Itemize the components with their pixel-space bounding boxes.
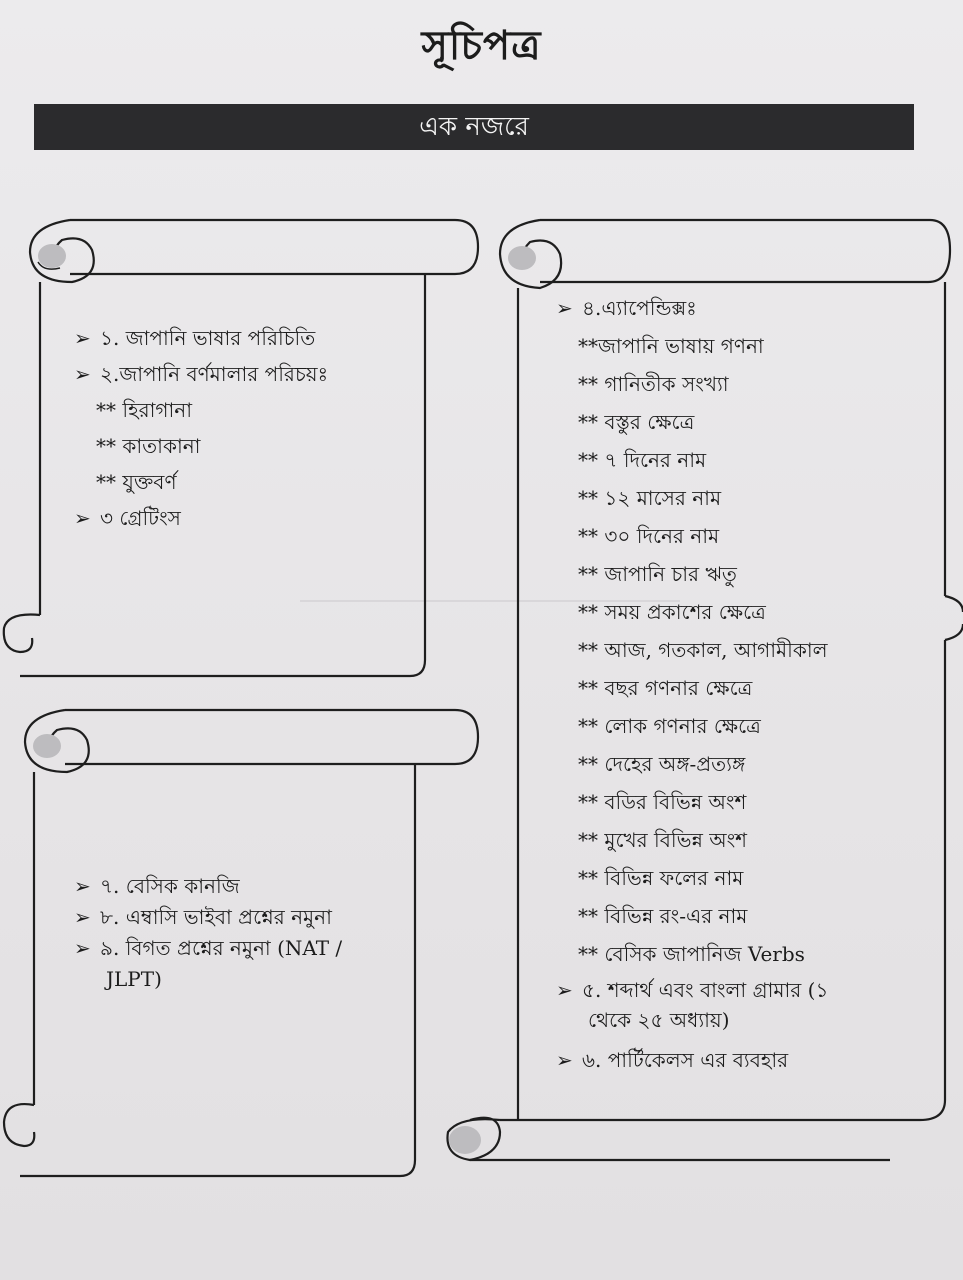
arrow-bullet-icon: ➢ bbox=[556, 1048, 573, 1072]
toc-item bbox=[556, 1044, 941, 1080]
toc-subitem: ** মুখের বিভিন্ন অংশ bbox=[578, 828, 748, 852]
toc-item bbox=[74, 870, 404, 901]
toc-item-label: ৩ গ্রেটিংস bbox=[100, 506, 181, 530]
toc-item-label: ২.জাপানি বর্ণমালার পরিচয়ঃ bbox=[100, 362, 329, 386]
toc-subitem: ** যুক্তবর্ণ bbox=[96, 470, 177, 494]
left-top-box bbox=[74, 322, 419, 538]
toc-subitem: ** ৭ দিনের নাম bbox=[578, 448, 707, 472]
toc-subitem: ** বেসিক জাপানিজ Verbs bbox=[578, 942, 805, 966]
toc-subitem: ** বছর গণনার ক্ষেত্রে bbox=[578, 676, 753, 700]
toc-item bbox=[74, 932, 404, 963]
section-banner: এক নজরে bbox=[34, 104, 914, 150]
arrow-bullet-icon: ➢ bbox=[556, 296, 573, 320]
toc-subitem: ** বস্তুর ক্ষেত্রে bbox=[578, 410, 695, 434]
toc-item bbox=[74, 502, 419, 538]
toc-subitem: ** বডির বিভিন্ন অংশ bbox=[578, 790, 747, 814]
toc-item bbox=[74, 358, 419, 394]
toc-item-label: ৮. এম্বাসি ভাইবা প্রশ্নের নমুনা bbox=[100, 905, 332, 929]
toc-item bbox=[74, 322, 419, 358]
page-title: সূচিপত্র bbox=[421, 22, 542, 69]
toc-subitem: ** সময় প্রকাশের ক্ষেত্রে bbox=[578, 600, 766, 624]
toc-subitem: ** জাপানি চার ঋতু bbox=[578, 562, 737, 586]
toc-subitem: ** বিভিন্ন রং-এর নাম bbox=[578, 904, 748, 928]
toc-item-continuation: JLPT) bbox=[106, 967, 162, 991]
toc-item-label: ৬. পার্টিকেলস এর ব্যবহার bbox=[582, 1048, 789, 1072]
toc-item-label: ৪.এ্যাপেন্ডিক্সঃ bbox=[582, 296, 697, 320]
toc-item bbox=[74, 901, 404, 932]
arrow-bullet-icon: ➢ bbox=[74, 506, 91, 530]
toc-subitem: ** লোক গণনার ক্ষেত্রে bbox=[578, 714, 761, 738]
toc-subitem: ** ৩০ দিনের নাম bbox=[578, 524, 720, 548]
arrow-bullet-icon: ➢ bbox=[556, 978, 573, 1002]
arrow-bullet-icon: ➢ bbox=[74, 936, 91, 960]
toc-subitem: ** ১২ মাসের নাম bbox=[578, 486, 722, 510]
toc-item-continuation: থেকে ২৫ অধ্যায়) bbox=[588, 1008, 730, 1032]
toc-item bbox=[556, 974, 941, 1004]
arrow-bullet-icon: ➢ bbox=[74, 874, 91, 898]
toc-subitem: ** আজ, গতকাল, আগামীকাল bbox=[578, 638, 828, 662]
left-bottom-box bbox=[74, 870, 404, 994]
toc-subitem: **জাপানি ভাষায় গণনা bbox=[578, 334, 764, 358]
toc-item-label: ৫. শব্দার্থ এবং বাংলা গ্রামার (১ bbox=[582, 978, 829, 1002]
toc-item-label: ৭. বেসিক কানজি bbox=[100, 874, 240, 898]
toc-subitem: ** বিভিন্ন ফলের নাম bbox=[578, 866, 744, 890]
toc-subitem: ** গানিতীক সংখ্যা bbox=[578, 372, 729, 396]
toc-item-label: ৯. বিগত প্রশ্নের নমুনা (NAT / bbox=[100, 936, 343, 960]
toc-subitem: ** কাতাকানা bbox=[96, 434, 201, 458]
arrow-bullet-icon: ➢ bbox=[74, 905, 91, 929]
toc-item-label: ১. জাপানি ভাষার পরিচিতি bbox=[100, 326, 316, 350]
arrow-bullet-icon: ➢ bbox=[74, 362, 91, 386]
arrow-bullet-icon: ➢ bbox=[74, 326, 91, 350]
toc-subitem: ** দেহের অঙ্গ-প্রত্যঙ্গ bbox=[578, 752, 746, 776]
toc-item bbox=[556, 292, 941, 330]
right-box bbox=[556, 292, 941, 1080]
toc-subitem: ** হিরাগানা bbox=[96, 398, 193, 422]
